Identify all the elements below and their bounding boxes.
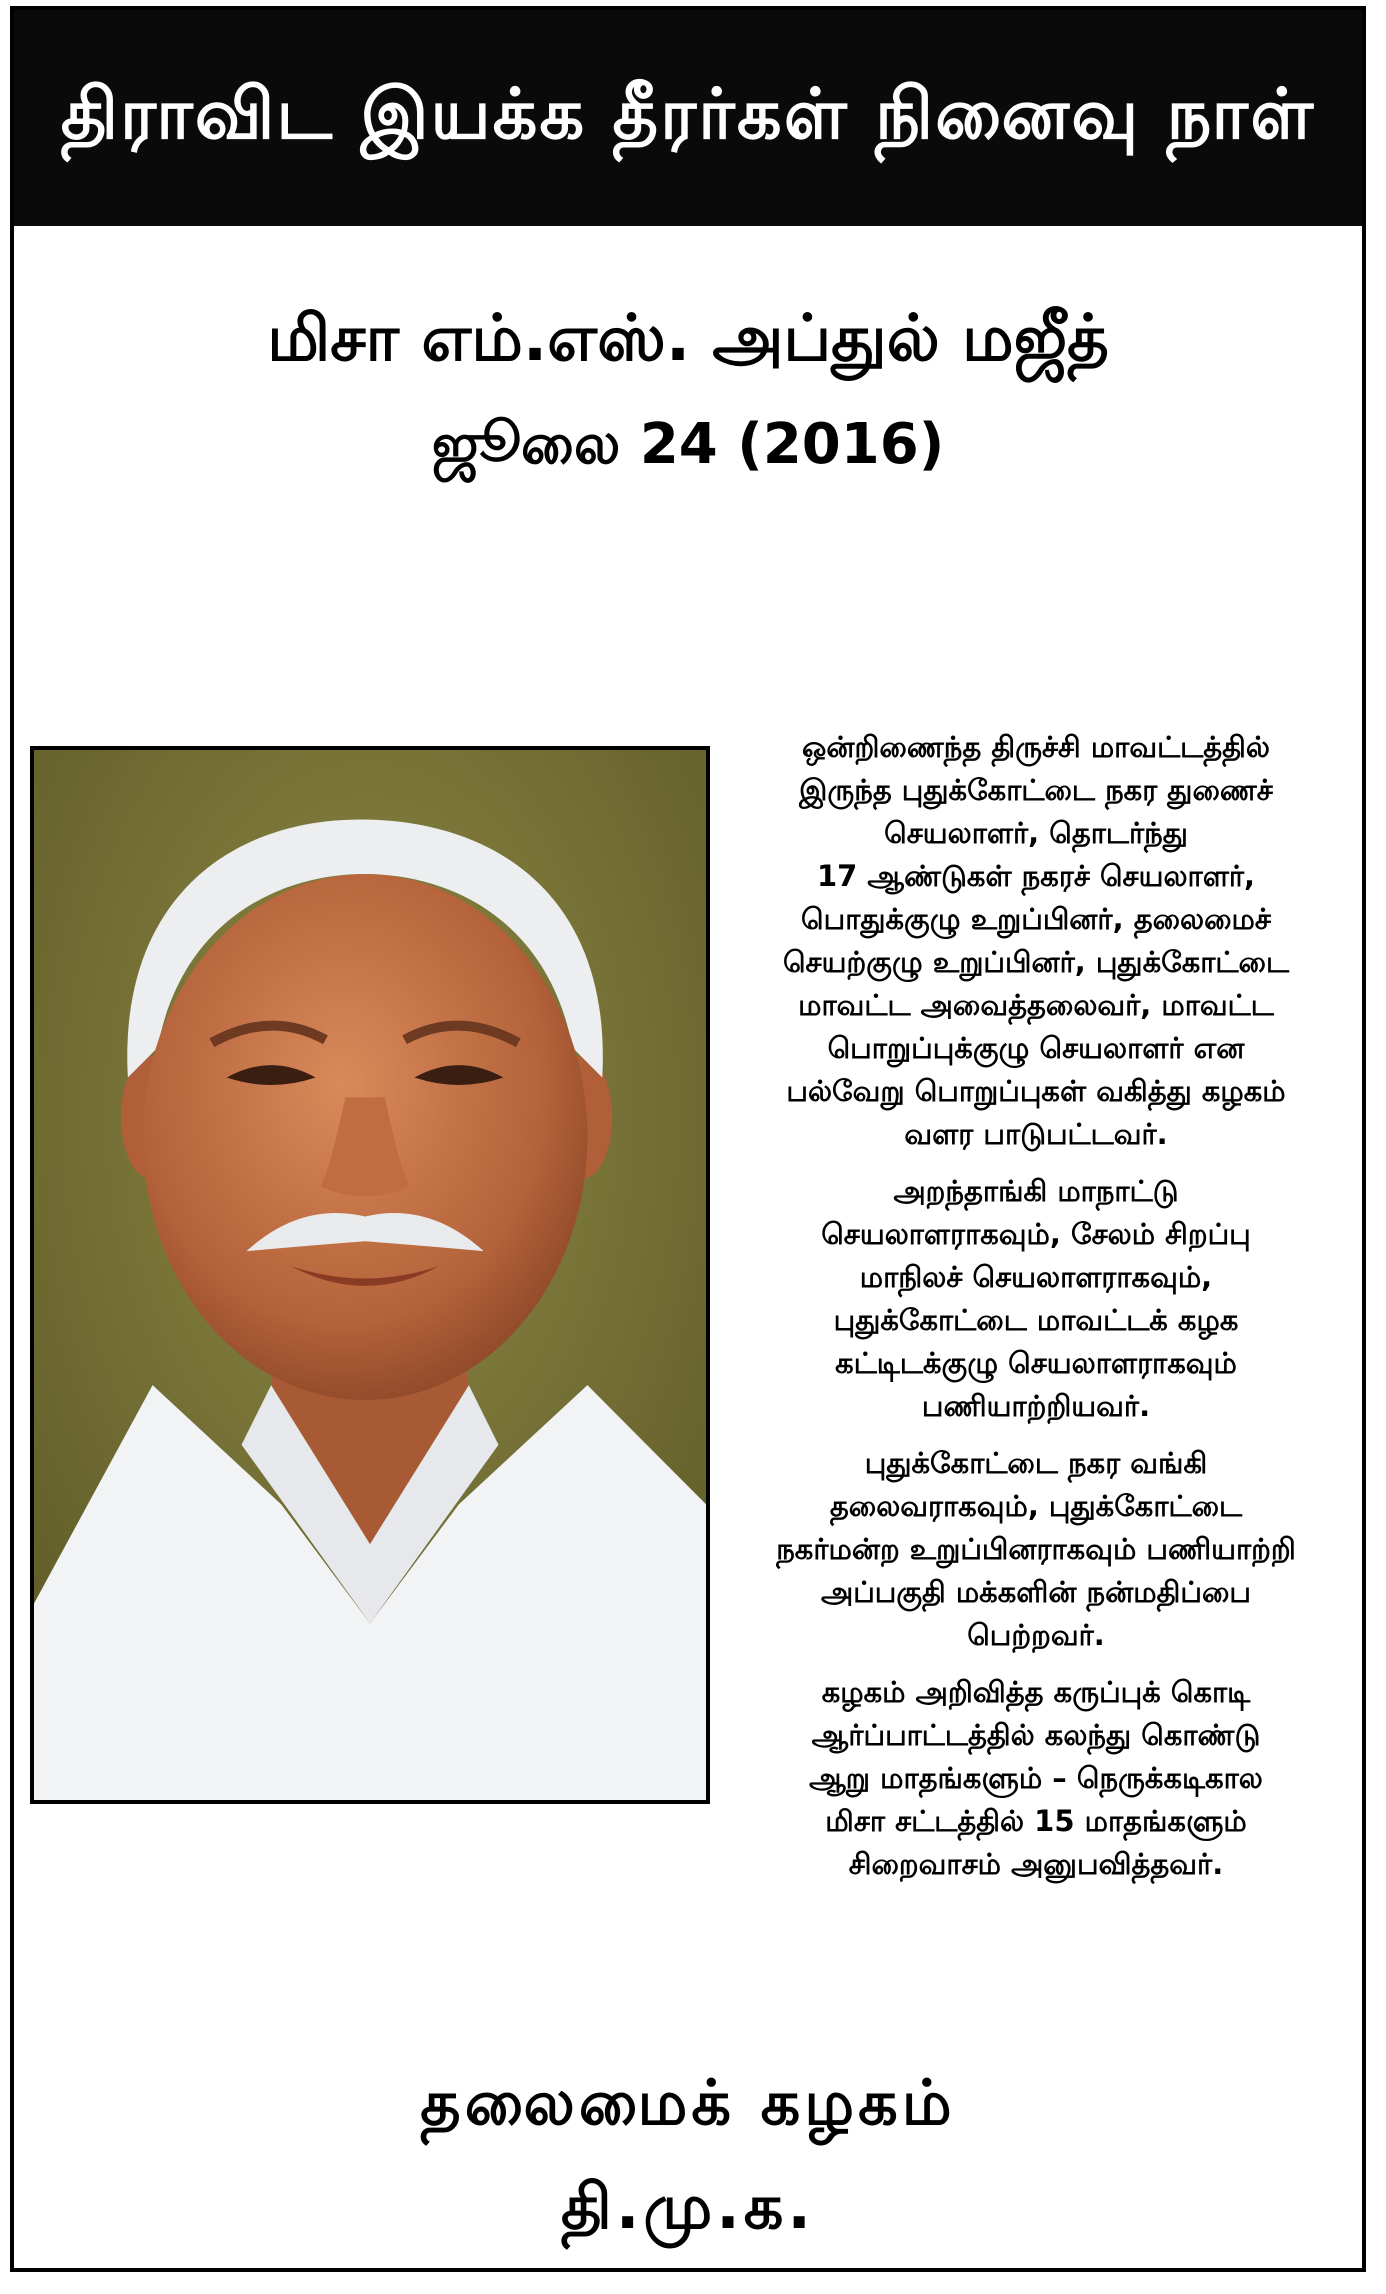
organization-name: தலைமைக் கழகம் bbox=[420, 2066, 956, 2139]
bio-paragraph bbox=[726, 1170, 1346, 1428]
bio-line: பெற்றவர். bbox=[967, 1618, 1105, 1652]
memorial-notice bbox=[10, 6, 1366, 2272]
bio-paragraph bbox=[726, 1671, 1346, 1886]
bio-line: 17 ஆண்டுகள் நகரச் செயலாளர், bbox=[816, 859, 1256, 893]
bio-line: நகர்மன்ற உறுப்பினராகவும் பணியாற்றி bbox=[776, 1532, 1296, 1566]
bio-line: பல்வேறு பொறுப்புகள் வகித்து கழகம் bbox=[786, 1074, 1286, 1108]
bio-line: புதுக்கோட்டை நகர வங்கி bbox=[864, 1446, 1208, 1480]
bio-paragraph bbox=[726, 726, 1346, 1156]
bio-line: இருந்த புதுக்கோட்டை நகர துணைச் bbox=[799, 773, 1273, 807]
bio-line: மாவட்ட அவைத்தலைவர், மாவட்ட bbox=[798, 988, 1274, 1022]
bio-line: செயலாளராகவும், சேலம் சிறப்பு bbox=[821, 1217, 1251, 1251]
header-title: திராவிட இயக்க தீரர்கள் நினைவு நாள் bbox=[60, 72, 1316, 155]
bio-line: பொறுப்புக்குழு செயலாளர் என bbox=[827, 1031, 1245, 1065]
person-name: மிசா எம்.எஸ். அப்துல் மஜீத் bbox=[267, 302, 1109, 376]
bio-line: பணியாற்றியவர். bbox=[921, 1389, 1151, 1423]
bio-line: ஆறு மாதங்களும் – நெருக்கடிகால bbox=[809, 1761, 1263, 1795]
bio-line: ஒன்றிணைந்த திருச்சி மாவட்டத்தில் bbox=[802, 730, 1270, 764]
bio-line: ஆர்ப்பாட்டத்தில் கலந்து கொண்டு bbox=[811, 1718, 1261, 1752]
bio-line: மிசா சட்டத்தில் 15 மாதங்களும் bbox=[825, 1804, 1247, 1838]
party-abbreviation: தி.மு.க. bbox=[561, 2170, 815, 2243]
bio-line: கழகம் அறிவித்த கருப்புக் கொடி bbox=[821, 1675, 1251, 1709]
bio-line: பொதுக்குழு உறுப்பினர், தலைமைச் bbox=[801, 902, 1271, 936]
bio-line: அப்பகுதி மக்களின் நன்மதிப்பை bbox=[821, 1575, 1251, 1609]
bio-line: மாநிலச் செயலாளராகவும், bbox=[859, 1260, 1213, 1294]
bio-line: அறந்தாங்கி மாநாட்டு bbox=[893, 1174, 1179, 1208]
bio-line: புதுக்கோட்டை மாவட்டக் கழக bbox=[833, 1303, 1239, 1337]
memorial-date: ஜூலை 24 (2016) bbox=[431, 412, 945, 477]
bio-line: கட்டிடக்குழு செயலாளராகவும் bbox=[835, 1346, 1237, 1380]
header-band bbox=[14, 10, 1362, 226]
bio-line: சிறைவாசம் அனுபவித்தவர். bbox=[848, 1847, 1224, 1881]
portrait-photo bbox=[30, 746, 710, 1804]
bio-line: தலைவராகவும், புதுக்கோட்டை bbox=[829, 1489, 1243, 1523]
bio-line: செயலாளர், தொடர்ந்து bbox=[884, 816, 1188, 850]
bio-line: வளர பாடுபட்டவர். bbox=[904, 1117, 1168, 1151]
biography bbox=[726, 726, 1346, 1900]
bio-line: செயற்குழு உறுப்பினர், புதுக்கோட்டை bbox=[782, 945, 1290, 979]
portrait-photo-icon bbox=[34, 750, 706, 1800]
bio-paragraph bbox=[726, 1442, 1346, 1657]
